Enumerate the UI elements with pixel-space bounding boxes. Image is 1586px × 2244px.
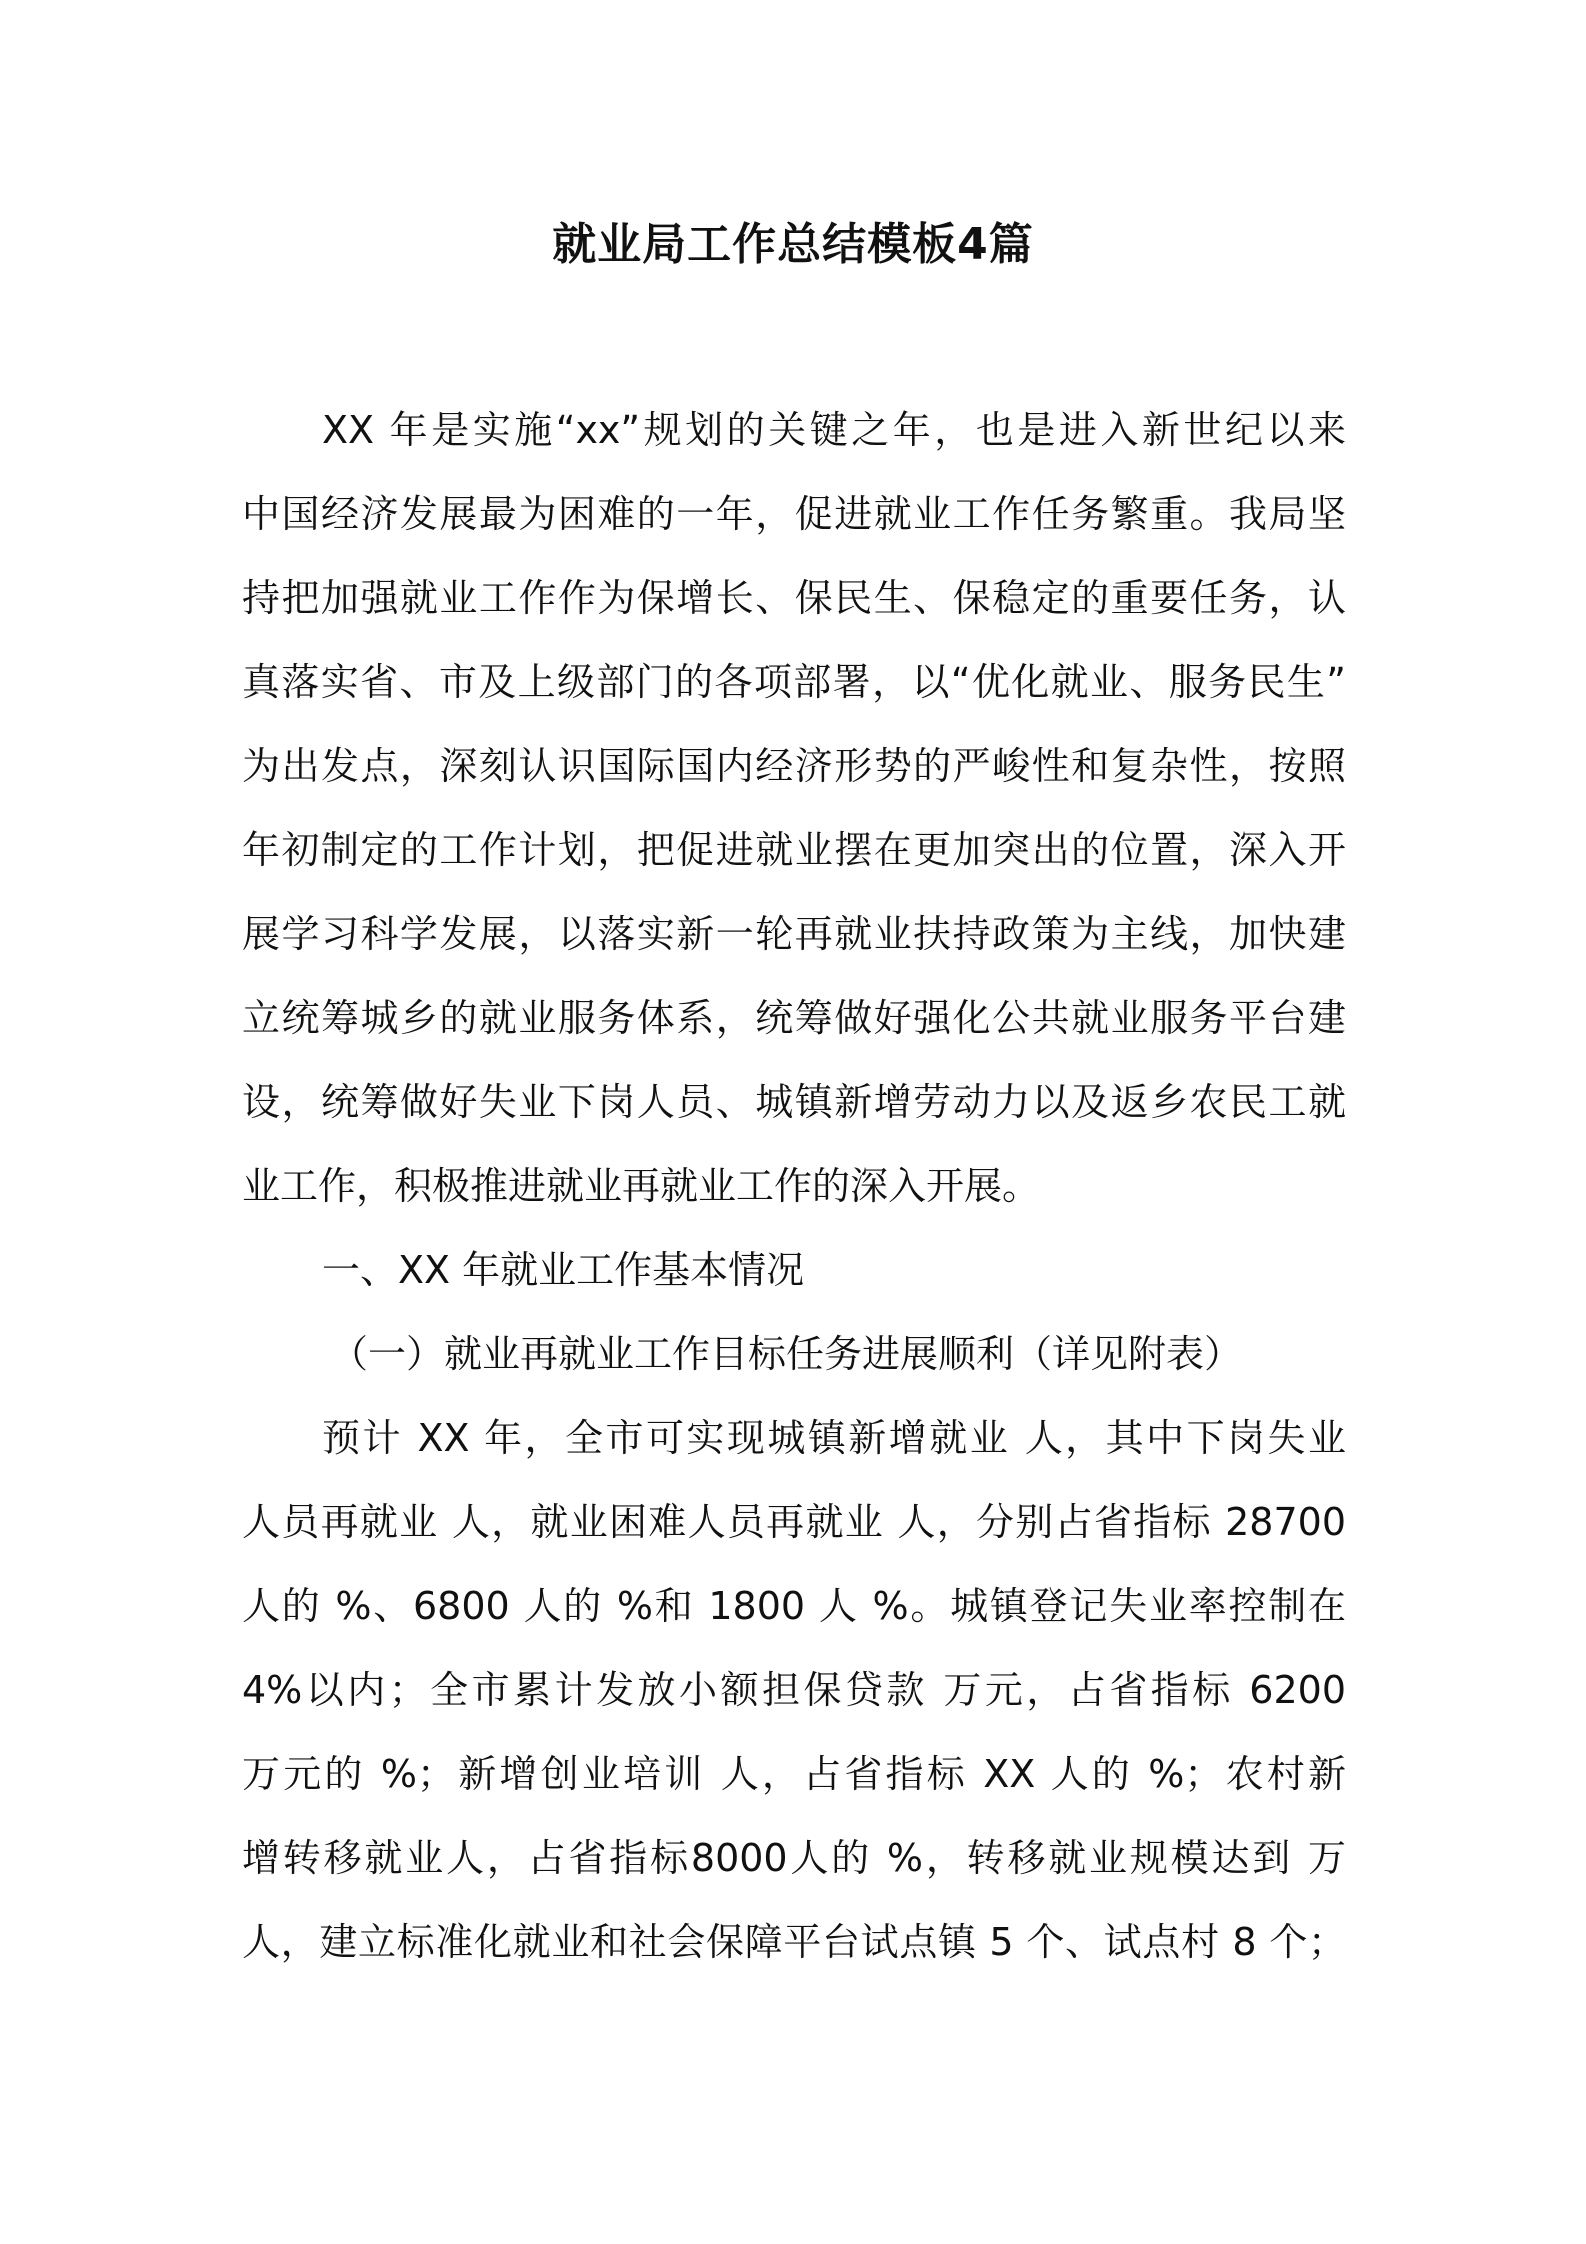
paragraph-line: 增转移就业人，占省指标8000人的 %，转移就业规模达到 万 <box>242 1836 1346 1880</box>
paragraph-line: 中国经济发展最为困难的一年，促进就业工作任务繁重。我局坚 <box>242 492 1346 536</box>
paragraph-line: 真落实省、市及上级部门的各项部署，以“优化就业、服务民生” <box>242 660 1346 704</box>
paragraph-line: 业工作，积极推进就业再就业工作的深入开展。 <box>242 1164 1041 1208</box>
paragraph-line: 人，建立标准化就业和社会保障平台试点镇 5 个、试点村 8 个； <box>242 1920 1346 1964</box>
paragraph-line: 为出发点，深刻认识国际国内经济形势的严峻性和复杂性，按照 <box>242 744 1346 788</box>
paragraph-line: 持把加强就业工作作为保增长、保民生、保稳定的重要任务，认 <box>242 576 1346 620</box>
paragraph-line: 年初制定的工作计划，把促进就业摆在更加突出的位置，深入开 <box>242 828 1346 872</box>
paragraph-line: 设，统筹做好失业下岗人员、城镇新增劳动力以及返乡农民工就 <box>242 1080 1346 1124</box>
paragraph-line: 人员再就业 人，就业困难人员再就业 人，分别占省指标 28700 <box>242 1500 1346 1544</box>
paragraph-line: 预计 XX 年，全市可实现城镇新增就业 人，其中下岗失业 <box>322 1416 1346 1460</box>
document-title: 就业局工作总结模板4篇 <box>552 219 1034 270</box>
paragraph-line: 展学习科学发展，以落实新一轮再就业扶持政策为主线，加快建 <box>242 912 1346 956</box>
paragraph-line: 人的 %、6800 人的 %和 1800 人 %。城镇登记失业率控制在 <box>242 1584 1346 1628</box>
paragraph-line: 万元的 %；新增创业培训 人，占省指标 XX 人的 %；农村新 <box>242 1752 1346 1796</box>
section-heading: 一、XX 年就业工作基本情况 <box>322 1248 805 1292</box>
paragraph-line: 立统筹城乡的就业服务体系，统筹做好强化公共就业服务平台建 <box>242 996 1346 1040</box>
paragraph-line: 4%以内；全市累计发放小额担保贷款 万元，占省指标 6200 <box>242 1668 1346 1712</box>
subsection-heading: （一）就业再就业工作目标任务进展顺利（详见附表） <box>330 1332 1243 1376</box>
paragraph-line: XX 年是实施“xx”规划的关键之年，也是进入新世纪以来 <box>322 408 1346 452</box>
